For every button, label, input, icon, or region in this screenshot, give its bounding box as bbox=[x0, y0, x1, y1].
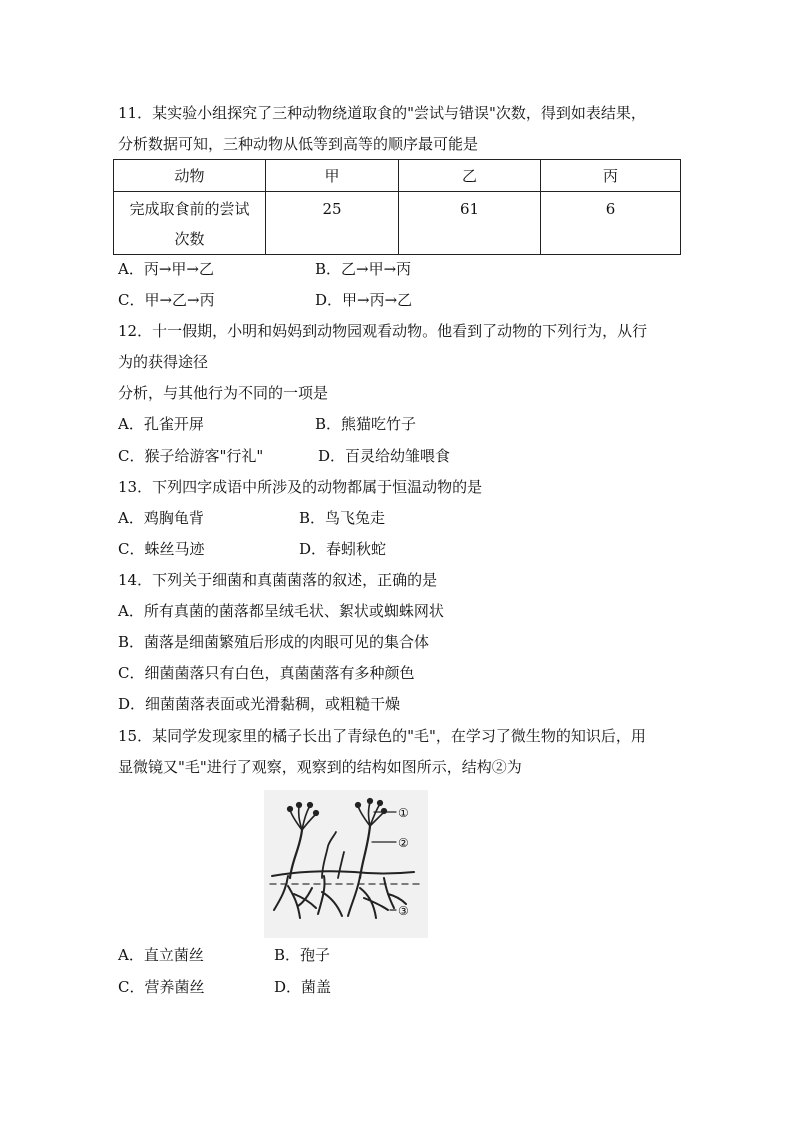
table-header-row bbox=[114, 160, 681, 192]
q15-stem-line2: 显微镜又"毛"进行了观察，观察到的结构如图所示，结构②为 bbox=[118, 758, 522, 776]
table-cell-bing: 6 bbox=[541, 192, 681, 255]
table-header-animal: 动物 bbox=[114, 160, 266, 192]
q14-stem-line1: 14．下列关于细菌和真菌菌落的叙述，正确的是 bbox=[118, 571, 438, 589]
table-header-yi: 乙 bbox=[399, 160, 541, 192]
q13-option-a: A．鸡胸龟背 bbox=[118, 509, 204, 527]
figure-label-2: ② bbox=[398, 836, 409, 850]
q12-option-a: A．孔雀开屏 bbox=[118, 415, 204, 433]
mold-structure-figure bbox=[264, 790, 428, 938]
q13-stem-line1: 13．下列四字成语中所涉及的动物都属于恒温动物的是 bbox=[118, 478, 483, 496]
q14-option-d: D．细菌菌落表面或光滑黏稠，或粗糙干燥 bbox=[118, 695, 401, 713]
q12-stem-line1: 12．十一假期，小明和妈妈到动物园观看动物。他看到了动物的下列行为，从行 bbox=[118, 322, 648, 340]
q14-option-c: C．细菌菌落只有白色，真菌菌落有多种颜色 bbox=[118, 664, 415, 682]
q11-data-table bbox=[113, 159, 681, 255]
table-row bbox=[114, 192, 681, 255]
q13-option-b: B．鸟飞兔走 bbox=[299, 509, 386, 527]
q12-option-d: D．百灵给幼雏喂食 bbox=[318, 447, 451, 465]
q11-stem-line1: 11．某实验小组探究了三种动物绕道取食的"尝试与错误"次数，得到如表结果， bbox=[118, 104, 646, 122]
table-cell-jia: 25 bbox=[266, 192, 399, 255]
q15-option-d: D．菌盖 bbox=[274, 978, 332, 996]
q13-option-d: D．春蚓秋蛇 bbox=[299, 540, 387, 558]
q15-option-b: B．孢子 bbox=[274, 946, 331, 964]
table-header-bing: 丙 bbox=[541, 160, 681, 192]
q11-option-c: C．甲→乙→丙 bbox=[118, 291, 215, 309]
mold-diagram bbox=[264, 790, 428, 938]
q15-option-c: C．营养菌丝 bbox=[118, 978, 205, 996]
q11-option-a: A．丙→甲→乙 bbox=[118, 260, 214, 278]
table-row-label-line2: 次数 bbox=[174, 230, 205, 248]
q12-stem-line3: 分析，与其他行为不同的一项是 bbox=[118, 384, 329, 402]
q12-option-c: C．猴子给游客"行礼" bbox=[118, 447, 264, 465]
q14-option-a: A．所有真菌的菌落都呈绒毛状、絮状或蜘蛛网状 bbox=[118, 602, 444, 620]
figure-label-3: ③ bbox=[398, 904, 409, 918]
q15-stem-line1: 15．某同学发现家里的橘子长出了青绿色的"毛"，在学习了微生物的知识后，用 bbox=[118, 727, 646, 745]
q11-option-d: D．甲→丙→乙 bbox=[315, 291, 413, 309]
table-header-jia: 甲 bbox=[266, 160, 399, 192]
q13-option-c: C．蛛丝马迹 bbox=[118, 540, 205, 558]
q14-option-b: B．菌落是细菌繁殖后形成的肉眼可见的集合体 bbox=[118, 633, 430, 651]
table-row-label-line1: 完成取食前的尝试 bbox=[129, 200, 250, 218]
q12-option-b: B．熊猫吃竹子 bbox=[315, 415, 417, 433]
table-cell-yi: 61 bbox=[399, 192, 541, 255]
q15-option-a: A．直立菌丝 bbox=[118, 946, 204, 964]
figure-label-1: ① bbox=[398, 806, 409, 820]
q11-option-b: B．乙→甲→丙 bbox=[315, 260, 412, 278]
q12-stem-line2: 为的获得途径 bbox=[118, 353, 209, 371]
table-row-label bbox=[114, 192, 266, 255]
q11-stem-line2: 分析数据可知，三种动物从低等到高等的顺序最可能是 bbox=[118, 135, 479, 153]
